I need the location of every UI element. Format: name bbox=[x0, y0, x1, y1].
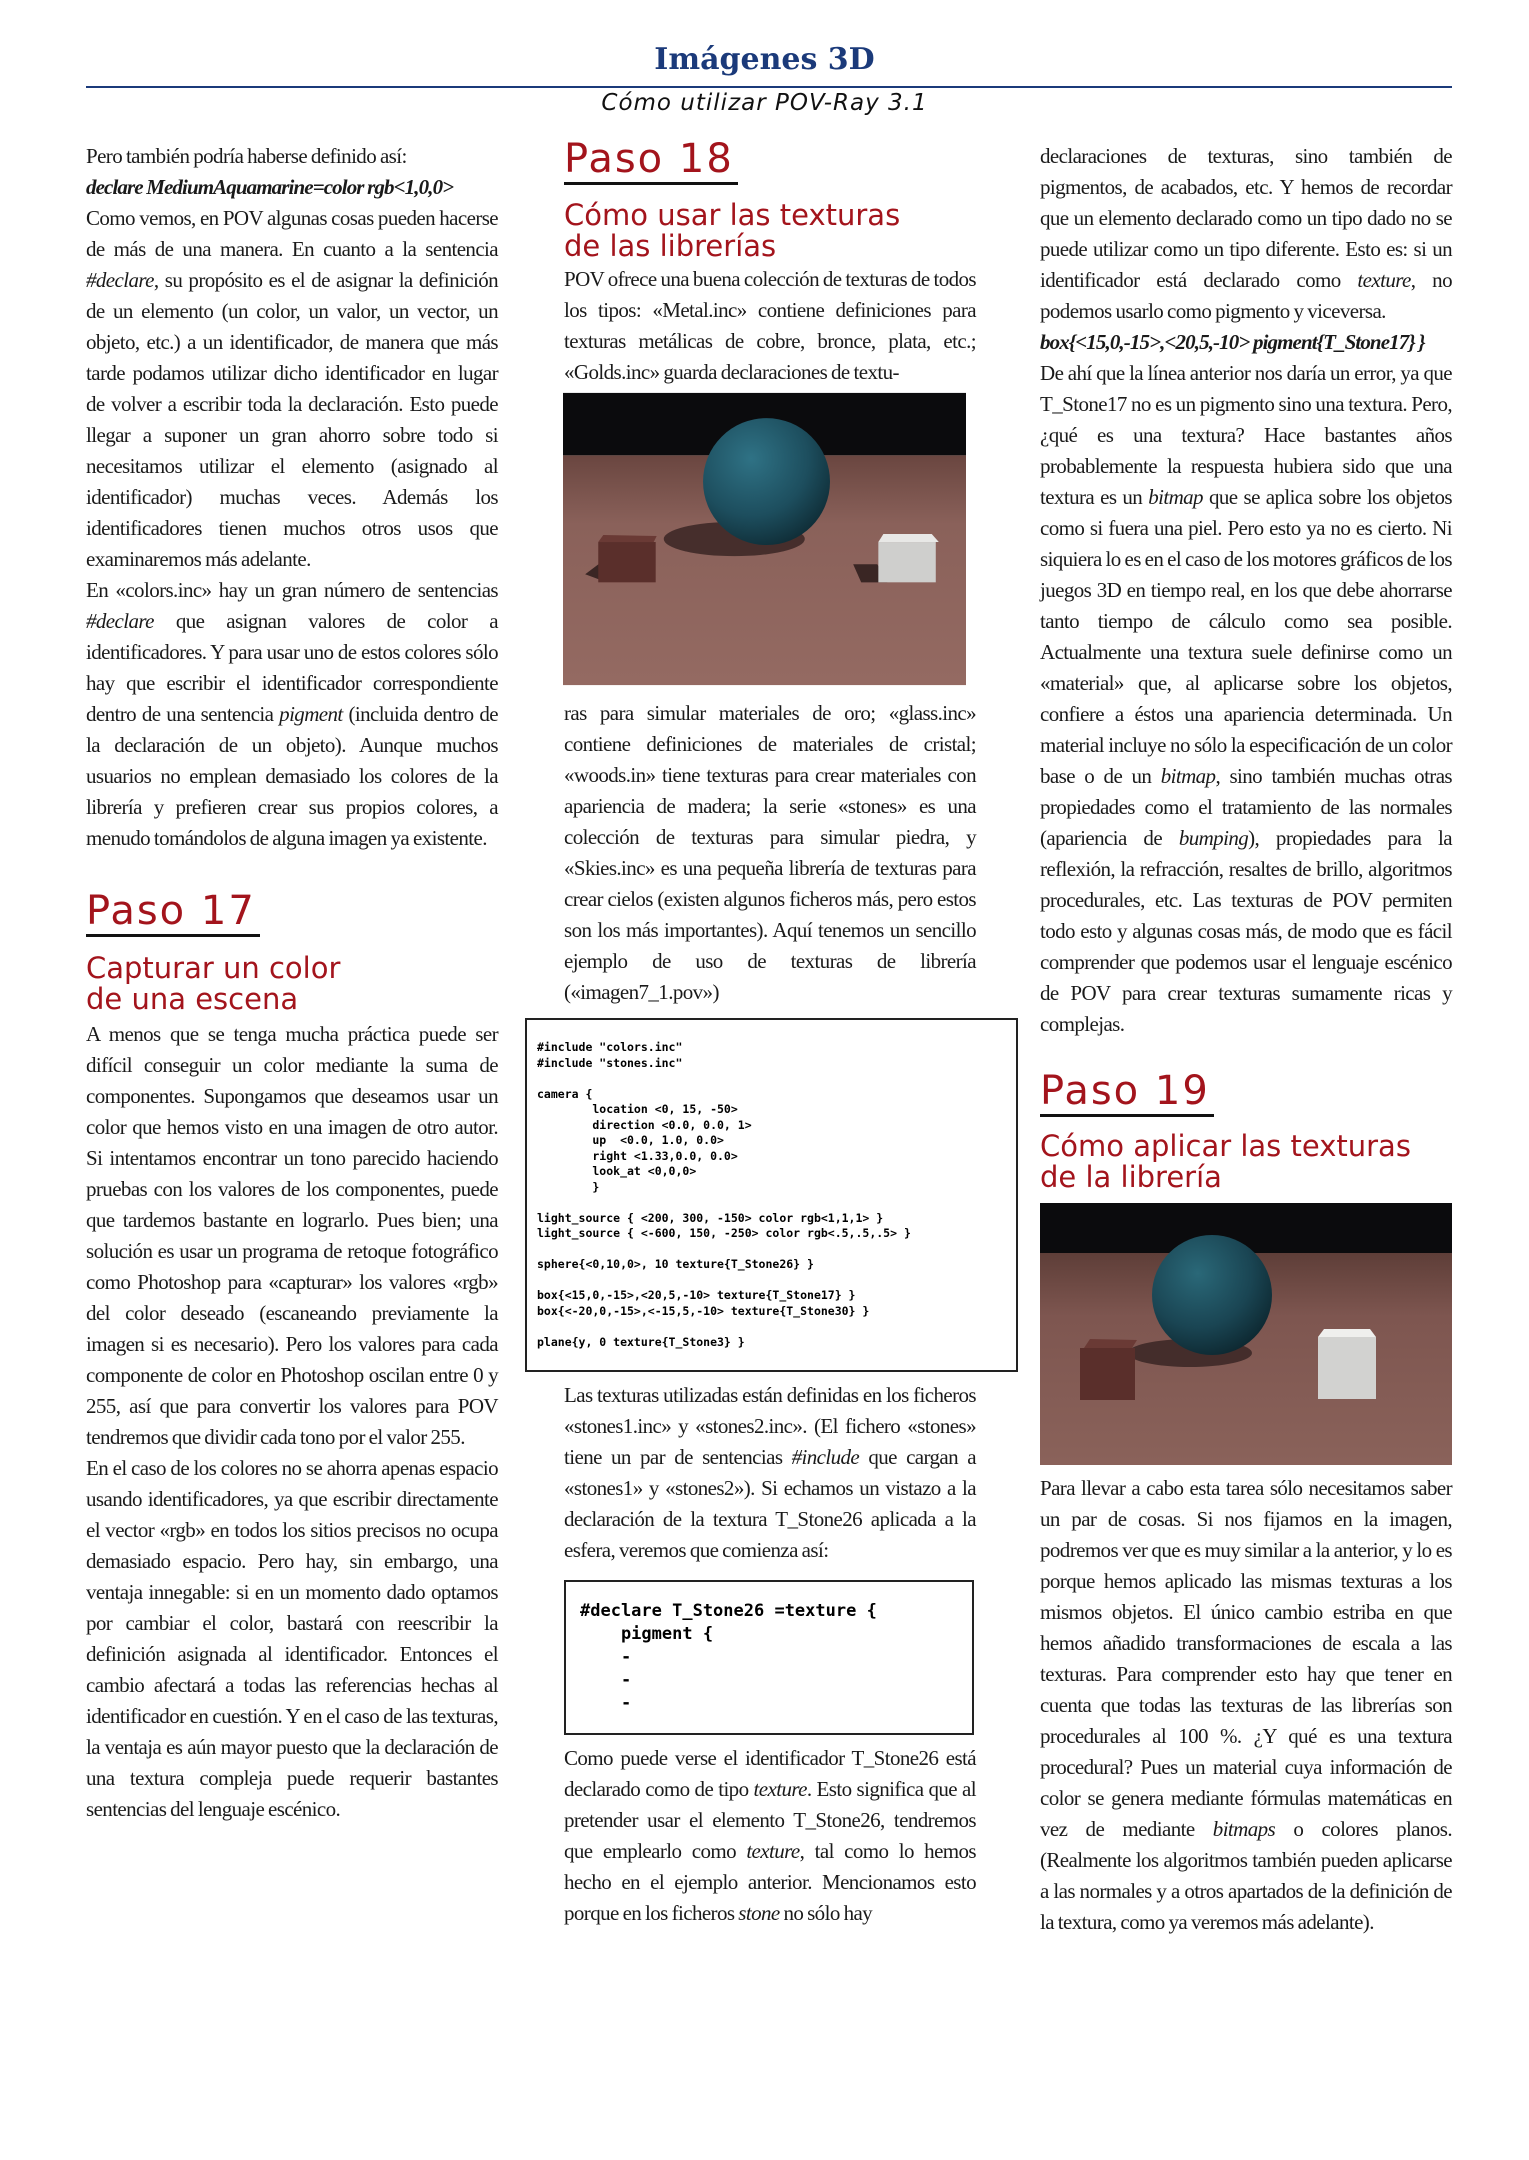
column-2 bbox=[537, 136, 976, 1929]
text-run: que cargan a «stones1» y «stones2»). Si echamos un vistazo a la declaración de la textura T_Stone26 aplicada a la esfera, veremos que comienza así: bbox=[564, 1445, 976, 1562]
code-line: light_source { <200, 300, -150> color rgb<1,1,1> } bbox=[537, 1210, 884, 1225]
code-line bbox=[537, 1071, 1006, 1087]
italic-term: #declare bbox=[86, 268, 154, 292]
text-run: ), propiedades para la reflexión, la refracción, resaltes de brillo, algoritmos procedurales, etc. Las texturas de POV permiten todo esto y algunas cosas más, de modo que es fácil comprender que podemos usar el lenguaje escénico de POV para crear texturas sumamente ricas y complejas. bbox=[1040, 826, 1452, 1036]
code-line: location <0, 15, -50> bbox=[537, 1102, 738, 1116]
italic-term: bitmaps bbox=[1212, 1817, 1276, 1841]
text-run: que asignan valores de color a identificadores. Y para usar uno de estos colores sólo hay que escribir el identificador correspondiente dentro de una sentencia bbox=[86, 609, 498, 726]
page-header-title: Imágenes 3D bbox=[654, 42, 875, 77]
text-run: Pero también podría haberse definido así: bbox=[86, 144, 407, 168]
text-run: A menos que se tenga mucha práctica puede ser difícil conseguir un color mediante la suma de componentes. Supongamos que deseamos usar un color que hemos visto en una imagen de otro autor. Si intentamos encontrar un tono parecido haciendo pruebas con los valores de los componentes, puede que tardemos bastante en lograrlo. Pues bien; una solución es usar un programa de retoque fotográfico como Photoshop para «capturar» los valores «rgb» del color deseado (escaneando previamente la imagen si es necesario). Pero los valores para cada componente de color en Photoshop oscilan entre 0 y 255, así que para convertir los valores para POV tendremos que dividir cada tono por el valor 255. bbox=[86, 1022, 498, 1449]
italic-term: bitmap bbox=[1160, 764, 1216, 788]
subheading-line: de la librería bbox=[1040, 1160, 1222, 1194]
column-1 bbox=[86, 141, 498, 1825]
code-line: - bbox=[580, 1647, 632, 1667]
code-line: right <1.33,0.0, 0.0> bbox=[537, 1148, 738, 1163]
subheading-line: Cómo aplicar las texturas bbox=[1040, 1129, 1411, 1163]
code-block-declare-t-stone26 bbox=[564, 1580, 974, 1735]
cube-right-top bbox=[878, 534, 938, 542]
italic-term: texture bbox=[746, 1839, 800, 1863]
code-line: sphere{<0,10,0>, 10 texture{T_Stone26} } bbox=[537, 1257, 814, 1271]
render-image-scene-2 bbox=[1040, 1203, 1452, 1465]
subheading-line: Capturar un color bbox=[86, 951, 341, 985]
text-run: Como vemos, en POV algunas cosas pueden hacerse de más de una manera. En cuanto a la sentencia bbox=[86, 206, 498, 261]
code-line: - bbox=[580, 1670, 632, 1690]
code-line: - bbox=[580, 1693, 632, 1713]
section-heading-paso-19: Paso 19 bbox=[1040, 1068, 1214, 1117]
paragraph bbox=[564, 698, 976, 1008]
italic-term: #declare bbox=[86, 609, 154, 633]
column-1-text-top bbox=[86, 141, 498, 854]
code-line: look_at <0,0,0> bbox=[537, 1164, 697, 1178]
text-run: , su propósito es el de asignar la definición de un elemento (un color, un valor, un vector, un objeto, etc.) a un identificador, de manera que más tarde podamos utilizar dicho identificador en lugar de volver a escribir toda la declaración. Esto puede llegar a suponer un gran ahorro sobre todo si necesitamos utilizar el elemento (asignado al identificador) muchas veces. Además los identificadores tienen muchos otros usos que examinaremos más adelante. bbox=[86, 268, 498, 571]
paragraph bbox=[86, 1453, 498, 1825]
section-subheading-paso-18 bbox=[564, 200, 976, 262]
code-line: pigment { bbox=[580, 1624, 714, 1644]
column-1-text-bottom bbox=[86, 1019, 498, 1825]
code-line: #include "stones.inc" bbox=[537, 1055, 683, 1070]
sphere-object bbox=[1152, 1235, 1272, 1355]
code-line: #include "colors.inc" bbox=[537, 1040, 683, 1054]
text-run: , sino también muchas otras propiedades como el tratamiento de las normales (apariencia de bbox=[1040, 764, 1452, 850]
text-run: ras para simular materiales de oro; «glass.inc» contiene definiciones de materiales de cristal; «woods.in» tiene texturas para crear materiales con apariencia de madera; la serie «stones» es una colección de texturas para simular piedra, y «Skies.inc» es una pequeña librería de texturas para crear cielos (existen algunos ficheros más, pero estos son los más importantes). Aquí tenemos un sencillo ejemplo de uso de texturas de librería («imagen7_1.pov») bbox=[564, 701, 976, 1004]
column-3-text-top bbox=[1040, 141, 1452, 1040]
paragraph bbox=[86, 141, 498, 575]
inline-code-line: declare MediumAquamarine=color rgb<1,0,0> bbox=[86, 175, 454, 199]
paragraph bbox=[564, 1743, 976, 1929]
cube-right-top bbox=[1318, 1329, 1376, 1337]
code-line: light_source { <-600, 150, -250> color rgb<.5,.5,.5> } bbox=[537, 1226, 911, 1240]
code-line bbox=[537, 1195, 1006, 1211]
subheading-line: de una escena bbox=[86, 982, 299, 1016]
code-line bbox=[537, 1273, 1006, 1289]
code-line: up <0.0, 1.0, 0.0> bbox=[537, 1133, 724, 1147]
code-line: box{<15,0,-15>,<20,5,-10> texture{T_Stone17} } bbox=[537, 1288, 856, 1302]
column-2-text-texture-type bbox=[564, 1743, 976, 1929]
italic-term: bumping bbox=[1178, 826, 1249, 850]
text-run: En el caso de los colores no se ahorra apenas espacio usando identificadores, ya que escribir directamente el vector «rgb» en todos los sitios precisos no ocupa demasiado espacio. Pero hay, sin embargo, una ventaja innegable: si en un momento dado optamos por cambiar el color, bastará con reescribir la definición asignada al identificador. Entonces el cambio afectará a todas las referencias hechas al identificador en cuestión. Y en el caso de las texturas, la ventaja es aún mayor puesto que la declaración de una textura compleja puede requerir bastantes sentencias del lenguaje escénico. bbox=[86, 1456, 498, 1821]
text-run: o colores planos. (Realmente los algoritmos también pueden aplicarse a las normales y a otros apartados de la definición de la textura, como ya veremos más adelante). bbox=[1040, 1817, 1452, 1934]
italic-term: bitmap bbox=[1148, 485, 1203, 509]
subheading-line: Cómo usar las texturas bbox=[564, 198, 901, 232]
column-2-text-libraries bbox=[564, 698, 976, 1008]
italic-term: pigment bbox=[279, 702, 343, 726]
sky-background bbox=[1040, 1203, 1452, 1253]
code-block-scene-example bbox=[525, 1018, 1018, 1372]
section-subheading-paso-19 bbox=[1040, 1131, 1452, 1193]
inline-code-line: box{<15,0,-15>,<20,5,-10> pigment{T_Stone17} } bbox=[1040, 330, 1425, 354]
code-line: plane{y, 0 texture{T_Stone3} } bbox=[537, 1334, 745, 1349]
section-subheading-paso-17 bbox=[86, 953, 498, 1015]
render-image-scene-1 bbox=[563, 392, 966, 686]
text-run: Para llevar a cabo esta tarea sólo necesitamos saber un par de cosas. Si nos fijamos en la imagen, podremos ver que es muy similar a la anterior, y lo es porque hemos aplicado las mismas texturas a los mismos objetos. El único cambio estriba en que hemos añadido transformaciones de escala a las texturas. Para comprender esto hay que tener en cuenta que todas las texturas de las librerías son procedurales al 100 %. ¿Y qué es una textura procedural? Pues un material cuya información de color se genera mediante fórmulas matemáticas en vez de mediante bbox=[1040, 1476, 1452, 1841]
code-line: } bbox=[537, 1179, 600, 1194]
code-line: direction <0.0, 0.0, 1> bbox=[537, 1117, 752, 1132]
column-3 bbox=[1040, 141, 1452, 1938]
paragraph bbox=[86, 575, 498, 854]
text-run: (incluida dentro de la declaración de un objeto). Aunque muchos usuarios no emplean demasiado los colores de la librería y prefieren crear sus propios colores, a menudo tomándolos de alguna imagen ya existente. bbox=[86, 702, 498, 850]
cube-right bbox=[1318, 1337, 1376, 1399]
text-run: , tal como lo hemos hecho en el ejemplo anterior. Mencionamos esto porque en los ficheros bbox=[564, 1839, 976, 1925]
paragraph bbox=[86, 1019, 498, 1453]
subheading-line: de las librerías bbox=[564, 229, 777, 263]
italic-term: #include bbox=[791, 1445, 860, 1469]
italic-term: texture bbox=[1357, 268, 1411, 292]
cube-left-top bbox=[598, 535, 656, 542]
sphere-object bbox=[703, 418, 830, 545]
cube-right bbox=[878, 542, 935, 582]
text-run: , no podemos usarlo como pigmento y viceversa. bbox=[1040, 268, 1452, 323]
text-run: En «colors.inc» hay un gran número de sentencias bbox=[86, 578, 498, 602]
text-run: POV ofrece una buena colección de texturas de todos los tipos: «Metal.inc» contiene definiciones para texturas metálicas de cobre, bronce, plata, etc.; «Golds.inc» guarda declaraciones de textu- bbox=[564, 267, 976, 384]
text-run: no sólo hay bbox=[779, 1901, 873, 1925]
text-run: declaraciones de texturas, sino también de pigmentos, de acabados, etc. Y hemos de recordar que un elemento declarado como un tipo dado no se puede utilizar como un tipo diferente. Esto es: si un identificador está declarado como bbox=[1040, 144, 1452, 292]
text-run: De ahí que la línea anterior nos daría un error, ya que T_Stone17 no es un pigmento sino una textura. Pero, ¿qué es una textura? Hace bastantes años probablemente la respuesta hubiera sido que una textura es un bbox=[1040, 361, 1452, 509]
section-heading-paso-17: Paso 17 bbox=[86, 888, 260, 937]
paragraph bbox=[1040, 1473, 1452, 1938]
paragraph bbox=[564, 1380, 976, 1566]
header-divider bbox=[86, 86, 1452, 88]
column-2-text-stones bbox=[564, 1380, 976, 1566]
column-2-text-intro bbox=[564, 264, 976, 388]
page-header-subtitle: Cómo utilizar POV-Ray 3.1 bbox=[601, 90, 928, 116]
cube-left-top bbox=[1084, 1339, 1137, 1348]
cube-left bbox=[1080, 1348, 1135, 1400]
italic-term: stone bbox=[738, 1901, 780, 1925]
text-run: . Esto significa que al pretender usar el elemento T_Stone26, tendremos que emplearlo como bbox=[564, 1777, 976, 1863]
text-run: que se aplica sobre los objetos como si fuera una piel. Pero esto ya no es cierto. Ni siquiera lo es en el caso de los motores gráficos de los juegos 3D en tiempo real, en los que debe ahorrarse tanto tiempo de cálculo como sea posible. Actualmente una textura suele definirse como un «material» que, al aplicarse sobre los objetos, confiere a éstos una apariencia determinada. Un material incluye no sólo la especificación de un color base o de un bbox=[1040, 485, 1452, 788]
paragraph bbox=[564, 264, 976, 388]
code-line bbox=[537, 1319, 1006, 1335]
code-line: box{<-20,0,-15>,<-15,5,-10> texture{T_Stone30} } bbox=[537, 1303, 870, 1318]
paragraph bbox=[1040, 141, 1452, 1040]
column-3-text-bottom bbox=[1040, 1473, 1452, 1938]
code-line bbox=[537, 1242, 1006, 1258]
text-run: Las texturas utilizadas están definidas en los ficheros «stones1.inc» y «stones2.inc». (El fichero «stones» tiene un par de sentencias bbox=[564, 1383, 976, 1469]
code-line: camera { bbox=[537, 1086, 593, 1101]
italic-term: texture bbox=[753, 1777, 807, 1801]
text-run: Como puede verse el identificador T_Stone26 está declarado como de tipo bbox=[564, 1746, 976, 1801]
section-heading-paso-18: Paso 18 bbox=[564, 136, 738, 185]
cube-left bbox=[598, 542, 655, 582]
code-line: #declare T_Stone26 =texture { bbox=[580, 1601, 877, 1621]
